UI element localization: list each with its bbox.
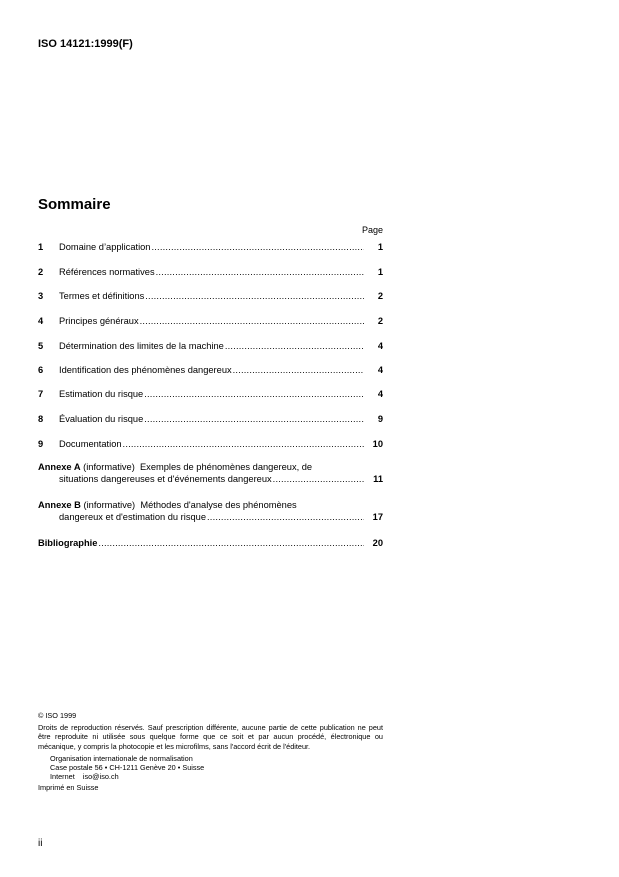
org-name: Organisation internationale de normalisation xyxy=(50,753,193,763)
toc-label: Bibliographie xyxy=(38,538,98,548)
toc-entry-5[interactable] xyxy=(38,341,383,355)
document-id: ISO 14121:1999(F) xyxy=(38,38,133,50)
annex-title-line1: Exemples de phénomènes dangereux, de xyxy=(139,462,313,472)
toc-entry-1[interactable] xyxy=(38,242,383,256)
toc-page: 1 xyxy=(377,267,383,277)
leader-dots xyxy=(144,414,364,424)
toc-label: Identification des phénomènes dangereux xyxy=(59,365,232,375)
toc-label: Principes généraux xyxy=(59,316,139,326)
toc-page: 11 xyxy=(373,473,383,484)
toc-page: 4 xyxy=(377,389,383,399)
org-internet: Internet iso@iso.ch xyxy=(50,772,119,782)
toc-number: 9 xyxy=(38,439,44,449)
annex-kind: (informative) xyxy=(83,462,135,472)
annex-kind: (informative) xyxy=(83,500,136,510)
toc-number: 4 xyxy=(38,316,44,326)
toc-number: 5 xyxy=(38,341,44,351)
leader-dots xyxy=(207,512,364,524)
leader-dots xyxy=(273,474,364,486)
leader-dots xyxy=(145,291,364,301)
toc-entry-9[interactable] xyxy=(38,439,383,453)
toc-number: 7 xyxy=(38,389,44,399)
copyright-notice xyxy=(38,711,383,793)
toc-label: Estimation du risque xyxy=(59,389,144,399)
toc-number: 6 xyxy=(38,365,44,375)
annex-title-line2: dangereux et d'estimation du risque xyxy=(59,511,207,522)
toc-annex-b[interactable] xyxy=(38,500,383,523)
toc-page: 17 xyxy=(372,511,383,522)
toc-page: 10 xyxy=(372,439,383,449)
toc-label: Domaine d’application xyxy=(59,242,151,252)
toc-number: 2 xyxy=(38,267,44,277)
leader-dots xyxy=(140,316,364,326)
toc-bibliography[interactable] xyxy=(38,538,383,552)
toc-page: 2 xyxy=(377,291,383,301)
annex-name: Annexe B xyxy=(38,500,81,510)
leader-dots xyxy=(123,439,364,449)
leader-dots xyxy=(144,389,364,399)
leader-dots xyxy=(98,538,364,548)
annex-title-line1: Méthodes d'analyse des phénomènes xyxy=(140,500,297,510)
toc-entry-8[interactable] xyxy=(38,414,383,428)
annex-name: Annexe A xyxy=(38,462,81,472)
toc-page: 2 xyxy=(377,316,383,326)
annex-title-line2: situations dangereuses et d'événements dangereux xyxy=(59,473,272,484)
toc-entry-4[interactable] xyxy=(38,316,383,330)
toc-page: 9 xyxy=(377,414,383,424)
leader-dots xyxy=(151,242,364,252)
toc-entry-7[interactable] xyxy=(38,389,383,403)
org-address: Case postale 56 • CH-1211 Genève 20 • Suisse xyxy=(50,763,205,773)
toc-number: 8 xyxy=(38,414,44,424)
rights-statement: Droits de reproduction réservés. Sauf prescription différente, aucune partie de cette publication ne peut être reproduite ni utilisée sous quelque forme que ce soit et par aucun procédé, électronique ou mécanique, y compris la photocopie et les microfilms, sans l'accord écrit de l'éditeur. xyxy=(38,723,383,751)
toc-number: 3 xyxy=(38,291,44,301)
toc-page: 4 xyxy=(377,341,383,351)
toc-entry-3[interactable] xyxy=(38,291,383,305)
leader-dots xyxy=(156,267,364,277)
toc-label: Documentation xyxy=(59,439,122,449)
toc-label: Détermination des limites de la machine xyxy=(59,341,224,351)
page-column-label: Page xyxy=(361,225,383,235)
page-title: Sommaire xyxy=(38,196,111,213)
toc-entry-6[interactable] xyxy=(38,365,383,379)
toc-entry-2[interactable] xyxy=(38,267,383,281)
leader-dots xyxy=(233,365,364,375)
leader-dots xyxy=(225,341,364,351)
page-number: ii xyxy=(38,838,43,849)
toc-number: 1 xyxy=(38,242,44,252)
toc-annex-a[interactable] xyxy=(38,462,383,485)
toc-label: Références normatives xyxy=(59,267,155,277)
printed-in: Imprimé en Suisse xyxy=(38,783,99,793)
copyright-line: © ISO 1999 xyxy=(38,711,77,720)
organization-address xyxy=(38,754,383,782)
toc-label: Termes et définitions xyxy=(59,291,145,301)
toc-page: 4 xyxy=(377,365,383,375)
toc-page: 20 xyxy=(372,538,383,548)
toc-page: 1 xyxy=(377,242,383,252)
toc-label: Évaluation du risque xyxy=(59,414,144,424)
